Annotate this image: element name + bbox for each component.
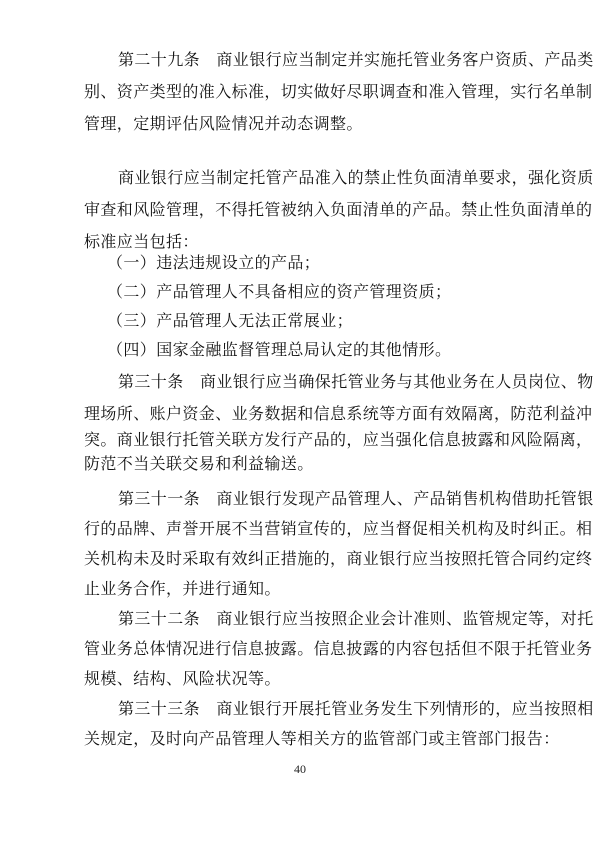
text-line: 管理，定期评估风险情况并动态调整。 xyxy=(84,114,363,133)
text-line: 关规定，及时向产品管理人等相关方的监管部门或主管部门报告： xyxy=(84,729,560,748)
list-item: （四）国家金融监督管理总局认定的其他情形。 xyxy=(107,340,452,359)
page-number: 40 xyxy=(294,762,306,776)
text-line: 行的品牌、声誉开展不当营销宣传的，应当督促相关机构及时纠正。相 xyxy=(84,519,593,538)
text-line: 第三十二条 商业银行应当按照企业会计准则、监管规定等，对托 xyxy=(118,609,594,628)
text-line: 防范不当关联交易和利益输送。 xyxy=(84,454,314,473)
text-line: 关机构未及时采取有效纠正措施的，商业银行应当按照托管合同约定终 xyxy=(84,549,593,568)
text-line: 规模、结构、风险状况等。 xyxy=(84,669,281,688)
text-line: 审查和风险管理，不得托管被纳入负面清单的产品。禁止性负面清单的 xyxy=(84,200,593,219)
text-line: 第三十条 商业银行应当确保托管业务与其他业务在人员岗位、物 xyxy=(118,372,594,391)
text-line: 管业务总体情况进行信息披露。信息披露的内容包括但不限于托管业务 xyxy=(84,639,593,658)
text-line: 商业银行应当制定托管产品准入的禁止性负面清单要求，强化资质 xyxy=(118,168,594,187)
text-line: 别、资产类型的准入标准，切实做好尽职调查和准入管理，实行名单制 xyxy=(84,82,593,101)
list-item: （二）产品管理人不具备相应的资产管理资质； xyxy=(107,282,452,301)
text-line: 第二十九条 商业银行应当制定并实施托管业务客户资质、产品类 xyxy=(118,50,594,69)
list-item: （三）产品管理人无法正常展业； xyxy=(107,311,354,330)
text-line: 突。商业银行托管关联方发行产品的，应当强化信息披露和风险隔离， xyxy=(84,430,593,449)
text-line: 理场所、账户资金、业务数据和信息系统等方面有效隔离，防范利益冲 xyxy=(84,404,593,423)
text-line: 止业务合作，并进行通知。 xyxy=(84,579,281,598)
list-item: （一）违法违规设立的产品； xyxy=(107,253,321,272)
text-line: 标准应当包括： xyxy=(84,232,199,251)
text-line: 第三十一条 商业银行发现产品管理人、产品销售机构借助托管银 xyxy=(118,489,594,508)
text-line: 第三十三条 商业银行开展托管业务发生下列情形的，应当按照相 xyxy=(118,699,594,718)
